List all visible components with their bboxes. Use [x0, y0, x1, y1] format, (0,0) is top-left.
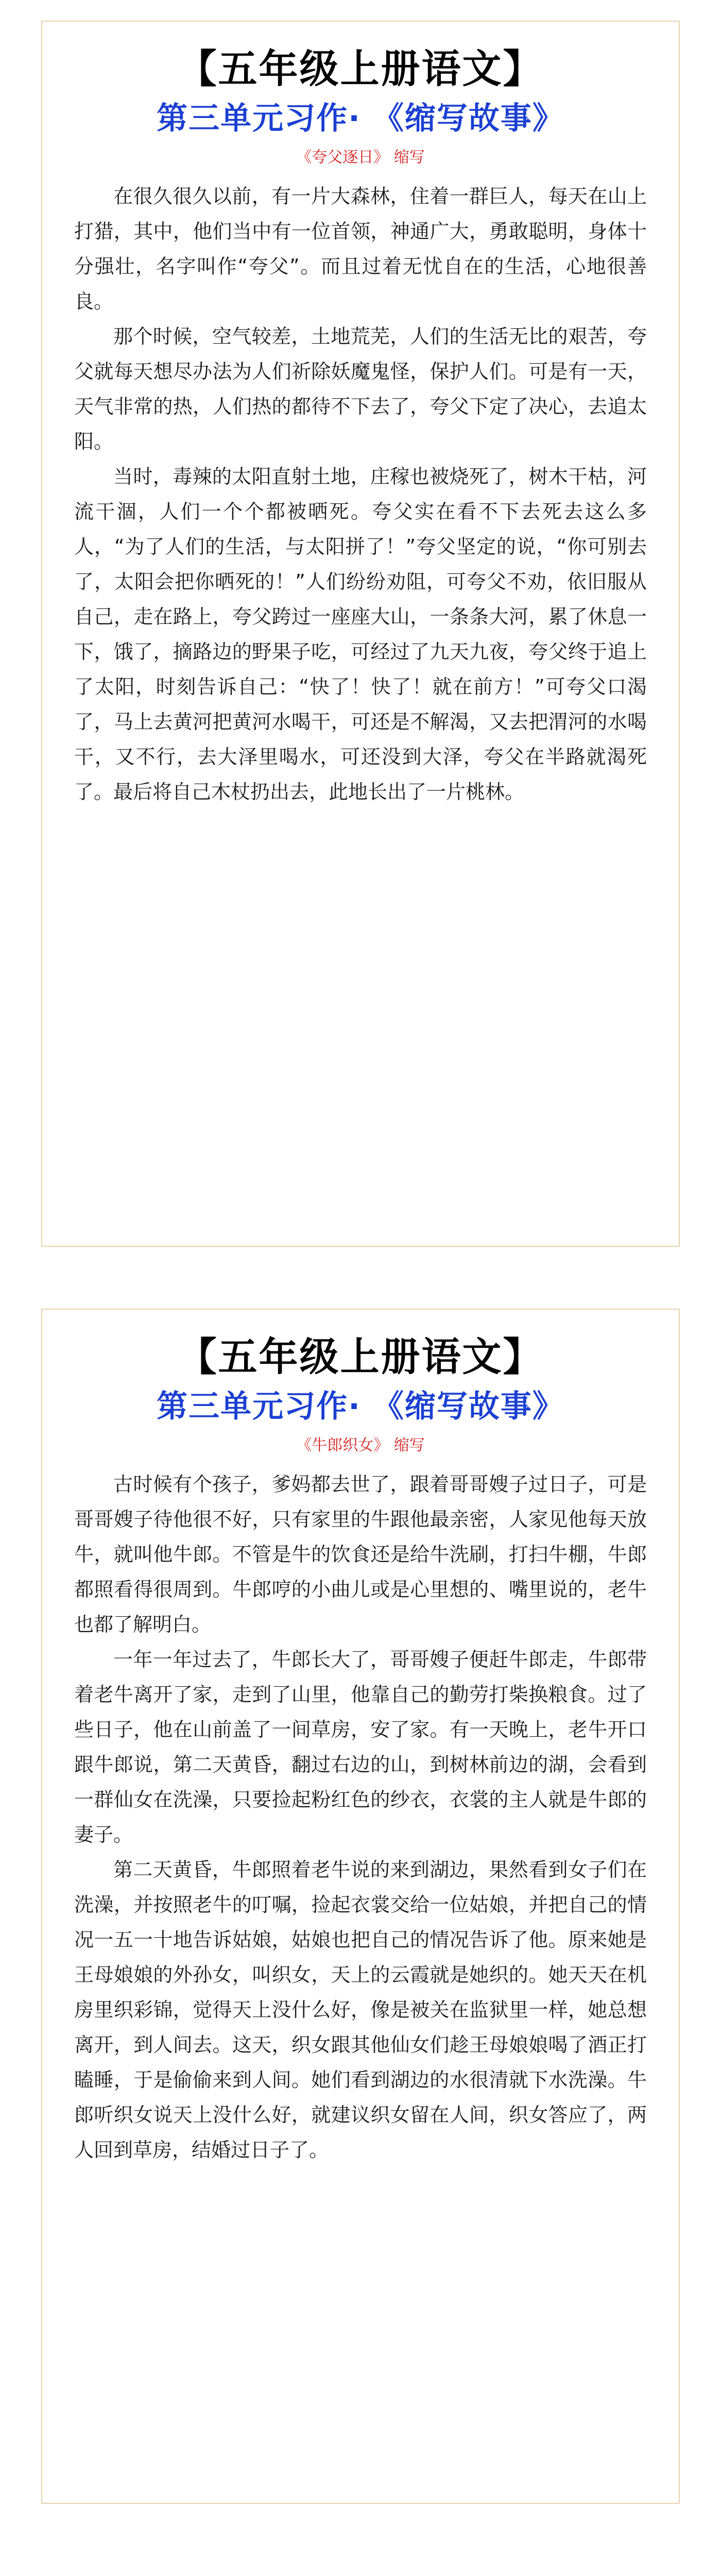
- paragraph: 那个时候，空气较差，土地荒芜，人们的生活无比的艰苦，夸父就每天想尽办法为人们祈除妖魔鬼怪，保护人们。可是有一天，天气非常的热，人们热的都待不下去了，夸父下定了决心，去追太阳。: [74, 325, 647, 453]
- paragraph: 古时候有个孩子，爹妈都去世了，跟着哥哥嫂子过日子，可是哥哥嫂子待他很不好，只有家里的牛跟他最亲密，人家见他每天放牛，就叫他牛郎。不管是牛的饮食还是给牛洗刷，打扫牛棚，牛郎都照看得很周到。牛郎哼的小曲儿或是心里想的、嘴里说的，老牛也都了解明白。: [74, 1473, 647, 1636]
- abridge-note: 缩写: [389, 1436, 425, 1455]
- story-subtitle: [74, 1435, 647, 1455]
- story-card-1: [41, 21, 680, 1247]
- unit-title: 第三单元习作· 《缩写故事》: [157, 1388, 564, 1425]
- paragraph: 在很久很久以前，有一片大森林，住着一群巨人，每天在山上打猎，其中，他们当中有一位首领，神通广大，勇敢聪明，身体十分强壮，名字叫作“夸父”。而且过着无忧自在的生活，心地很善良。: [74, 185, 647, 313]
- story-title: 《夸父逐日》: [296, 148, 389, 167]
- paragraph: 第二天黄昏，牛郎照着老牛说的来到湖边，果然看到女子们在洗澡，并按照老牛的叮嘱，捡起衣裳交给一位姑娘，并把自己的情况一五一十地告诉姑娘，姑娘也把自己的情况告诉了他。原来她是王母娘娘的外孙女，叫织女，天上的云霞就是她织的。她天天在机房里织彩锦，觉得天上没什么好，像是被关在监狱里一样，她总想离开，到人间去。这天，织女跟其他仙女们趁王母娘娘喝了酒正打瞌睡，于是偷偷来到人间。她们看到湖边的水很清就下水洗澡。牛郎听织女说天上没什么好，就建议织女留在人间，织女答应了，两人回到草房，结婚过日子了。: [74, 1858, 647, 2162]
- page-title: 【五年级上册语文】: [177, 1334, 544, 1380]
- page-title: 【五年级上册语文】: [177, 46, 544, 92]
- unit-title: 第三单元习作· 《缩写故事》: [157, 100, 564, 137]
- story-subtitle: [74, 147, 647, 167]
- story-title: 《牛郎织女》: [296, 1436, 389, 1455]
- paragraph: 当时，毒辣的太阳直射土地，庄稼也被烧死了，树木干枯，河流干涸，人们一个个都被晒死。夸父实在看不下去死去这么多人，“为了人们的生活，与太阳拼了！”夸父坚定的说，“你可别去了，太阳会把你晒死的！”人们纷纷劝阻，可夸父不劝，依旧服从自己，走在路上，夸父跨过一座座大山，一条条大河，累了休息一下，饿了，摘路边的野果子吃，可经过了九天九夜，夸父终于追上了太阳，时刻告诉自己：“快了！快了！就在前方！”可夸父口渴了，马上去黄河把黄河水喝干，可还是不解渴，又去把渭河的水喝干，又不行，去大泽里喝水，可还没到大泽，夸父在半路就渴死了。最后将自己木杖扔出去，此地长出了一片桃林。: [74, 465, 647, 804]
- story-card-2: [41, 1309, 680, 2504]
- paragraph: 一年一年过去了，牛郎长大了，哥哥嫂子便赶牛郎走，牛郎带着老牛离开了家，走到了山里，他靠自己的勤劳打柴换粮食。过了些日子，他在山前盖了一间草房，安了家。有一天晚上，老牛开口跟牛郎说，第二天黄昏，翻过右边的山，到树林前边的湖，会看到一群仙女在洗澡，只要捡起粉红色的纱衣，衣裳的主人就是牛郎的妻子。: [74, 1648, 647, 1846]
- abridge-note: 缩写: [389, 148, 425, 167]
